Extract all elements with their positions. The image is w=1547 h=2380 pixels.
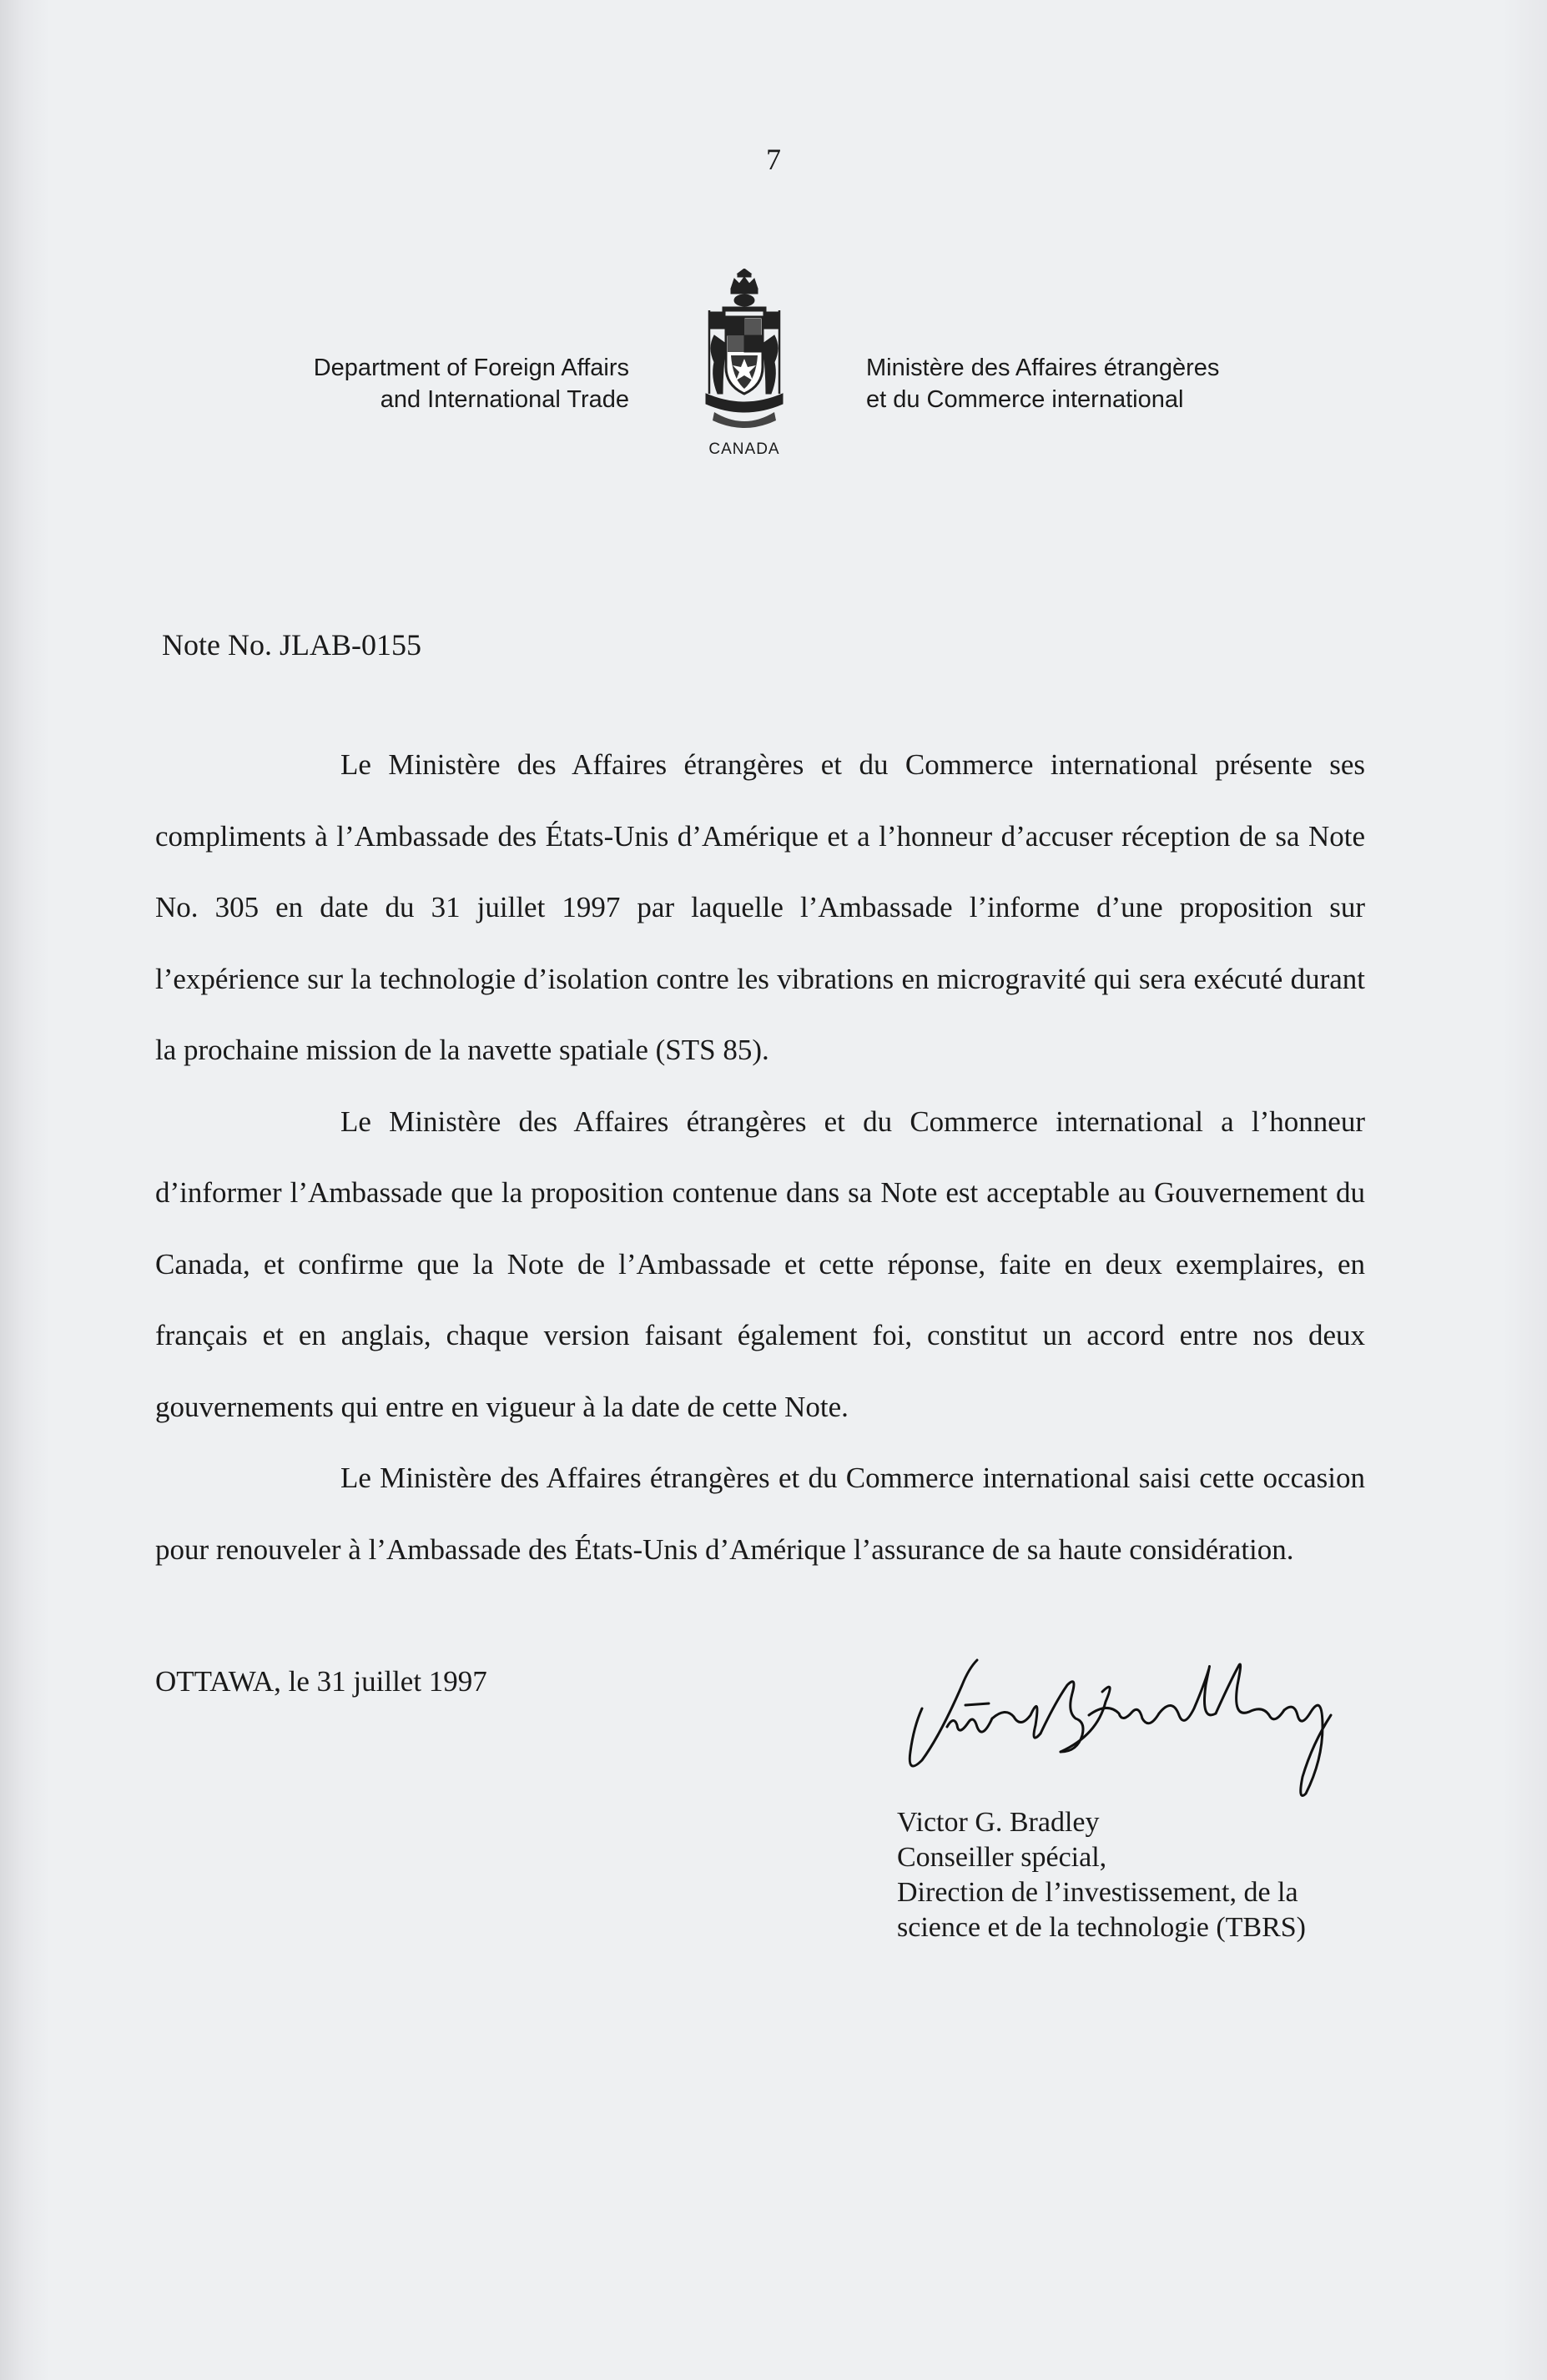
- place-date-line: OTTAWA, le 31 juillet 1997: [155, 1665, 487, 1698]
- paragraph-3: Le Ministère des Affaires étrangères et du Commerce international saisi cette occasion pour renouveler à l’Ambassade des États-Unis d’Amérique l’assurance de sa haute considération.: [155, 1462, 1365, 1566]
- signatory-department-line1: Direction de l’investissement, de la: [897, 1877, 1298, 1908]
- department-name-french-line2: et du Commerce international: [866, 386, 1184, 413]
- letter-body: [155, 729, 1365, 1585]
- signature-block: [897, 1805, 1306, 1945]
- paragraph-2: Le Ministère des Affaires étrangères et du Commerce international a l’honneur d’informer l’Ambassade que la proposition contenue dans sa Note est acceptable au Gouvernement du Canada, et confirme que la Note de l’Ambassade et cette réponse, faite en deux exemplaires, en français et en anglais, chaque version faisant également foi, constitut un accord entre nos deux gouvernements qui entre en vigueur à la date de cette Note.: [155, 1104, 1365, 1423]
- signatory-title: Conseiller spécial,: [897, 1842, 1107, 1873]
- country-label: CANADA: [708, 440, 780, 458]
- note-number: Note No. JLAB-0155: [162, 628, 421, 662]
- signatory-department-line2: science et de la technologie (TBRS): [897, 1912, 1306, 1943]
- canada-coat-of-arms-icon: [689, 269, 799, 435]
- page-number: 7: [766, 143, 781, 176]
- department-name-english-line2: and International Trade: [380, 386, 629, 413]
- department-name-english-line1: Department of Foreign Affairs: [313, 355, 629, 381]
- department-name-french-line1: Ministère des Affaires étrangères: [866, 355, 1220, 381]
- signatory-name: Victor G. Bradley: [897, 1807, 1100, 1838]
- paragraph-1: Le Ministère des Affaires étrangères et du Commerce international présente ses compliments à l’Ambassade des États-Unis d’Amérique et a l’honneur d’accuser réception de sa Note No. 305 en date du 31 juillet 1997 par laquelle l’Ambassade l’informe d’une proposition sur l’expérience sur la technologie d’isolation contre les vibrations en microgravité qui sera exécuté durant la prochaine mission de la navette spatiale (STS 85).: [155, 748, 1365, 1066]
- handwritten-signature: [889, 1635, 1356, 1802]
- department-name-french: [866, 352, 1367, 415]
- department-name-english: [209, 352, 629, 415]
